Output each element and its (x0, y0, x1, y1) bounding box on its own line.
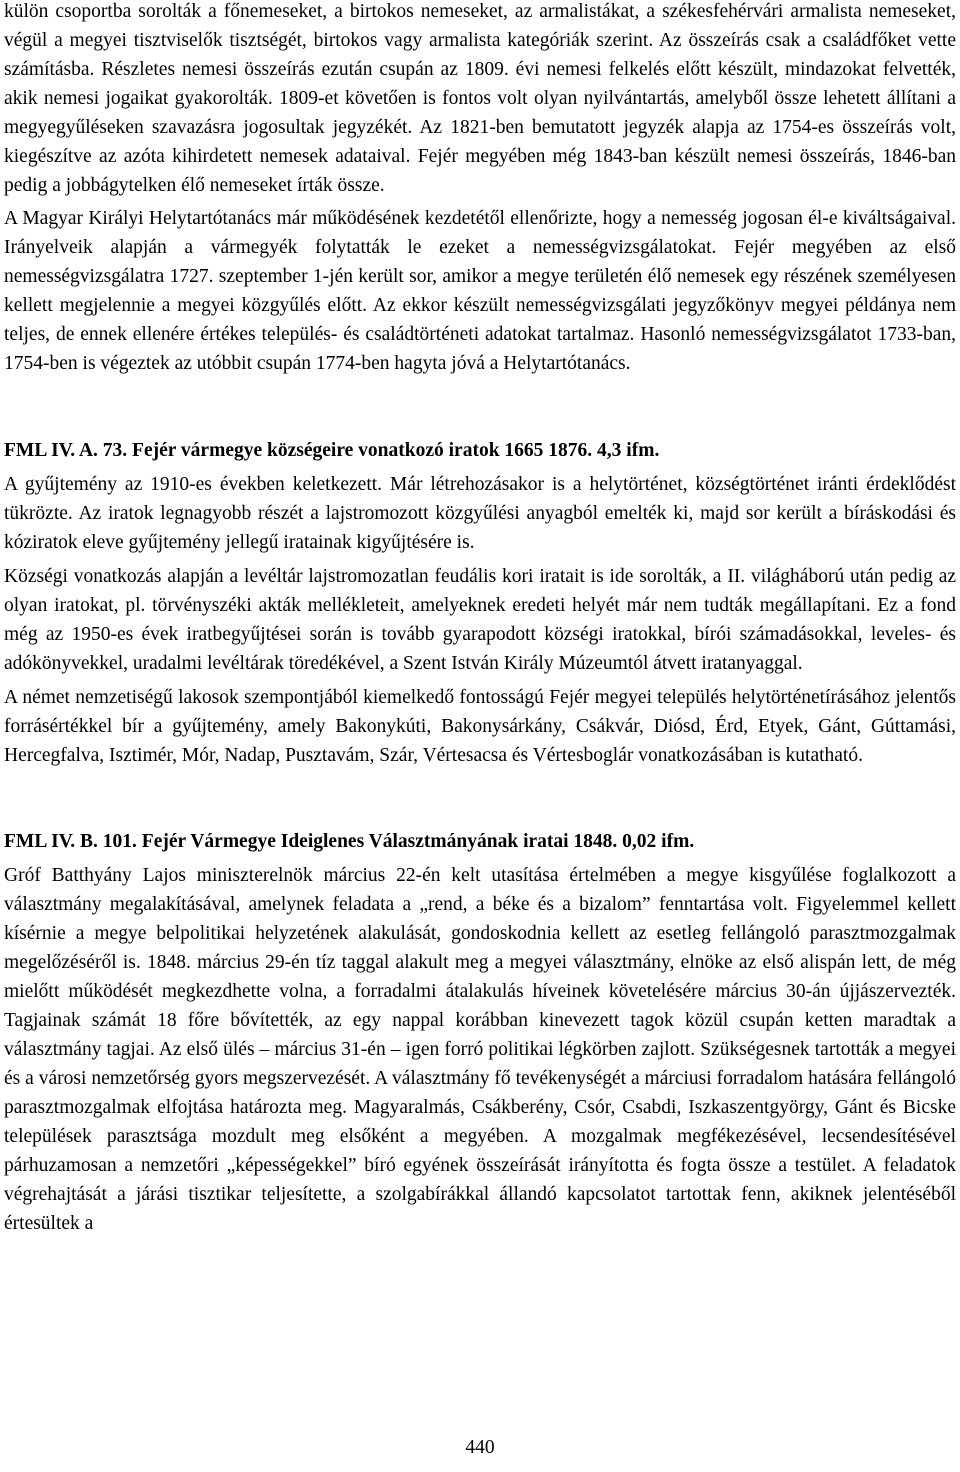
paragraph-noble-census: külön csoportba sorolták a főnemeseket, a birtokos nemeseket, az armalistákat, a székesfehérvári armalista nemeseket, végül a megyei tisztviselők tisztségét, birtokos vagy armalista kategóriák szerint. Az összeírás csak a családfőket vette számításba. Részletes nemesi összeírás ezután csupán az 1809. évi nemesi felkelés előtt készült, mindazokat felvették, akik nemesi jogaikat gyakorolták. 1809-et követően is fontos volt olyan nyilvántartás, amelyből össze lehetett állítani a megyegyűléseken szavazásra jogosultak jegyzékét. Az 1821-ben bemutatott jegyzék alapja az 1754-es összeírás volt, kiegészítve az azóta kihirdetett nemesek adataival. Fejér megyében még 1843-ban készült nemesi összeírás, 1846-ban pedig a jobbágytelken élő nemeseket írták össze. (4, 1, 956, 196)
paragraph-german-settlements: A német nemzetiségű lakosok szempontjából kiemelkedő fontosságú Fejér megyei település helytörténetírásához jelentős forrásértékkel bír a gyűjtemény, amely Bakonykúti, Bakonysárkány, Csákvár, Diósd, Érd, Etyek, Gánt, Gúttamási, Hercegfalva, Isztimér, Mór, Nadap, Pusztavám, Szár, Vértesacsa és Vértesboglár vonatkozásában is kutatható. (4, 687, 956, 766)
document-page (4, 0, 956, 1238)
paragraph-temporary-committee: Gróf Batthyány Lajos miniszterelnök március 22-én kelt utasítása értelmében a megye kisgyűlése foglalkozott a választmány megalakításával, amelynek feladata a „rend, a béke és a bizalom” fenntartása volt. Figyelemmel kellett kísérnie a megye belpolitikai helyzetének alakulását, gondoskodnia kellett az esetleg fellángoló parasztmozgalmak megelőzéséről is. 1848. március 29-én tíz taggal alakult meg a megyei választmány, elnöke az első alispán lett, de még mielőtt működését megkezdhette volna, a forradalmi átalakulás híveinek követelésére március 30-án újjászervezték. Tagjainak számát 18 főre bővítették, az egy nappal korábban kinevezett tagok közül csupán ketten maradtak a választmány tagjai. Az első ülés – március 31-én – igen forró politikai légkörben zajlott. Szükségesnek tartották a megyei és a városi nemzetőrség gyors megszervezését. A választmány fő tevékenységét a márciusi forradalom hatására fellángoló parasztmozgalmak elfojtása határozta meg. Magyaralmás, Csákberény, Csór, Csabdi, Iszkaszentgyörgy, Gánt és Bicske települések parasztsága mozdult meg elsőként a megyében. A mozgalmak megfékezésével, lecsendesítésével párhuzamosan a nemzetőri „képességekkel” bíró egyének összeírását irányította és fogta össze a testület. A feladatok végrehajtását a járási tisztikar teljesítette, a szolgabírákkal állandó kapcsolatot tartottak fenn, akiknek jelentéséből értesültek a (4, 865, 956, 1234)
page-number: 440 (465, 1437, 495, 1458)
paragraph-village-documents: Községi vonatkozás alapján a levéltár lajstromozatlan feudális kori iratait is ide sorolták, a II. világháború után pedig az olyan iratokat, pl. törvényszéki akták mellékleteit, amelyeknek eredeti helyét már nem tudták megállapítani. Ez a fond még az 1950-es évek iratbegyűjtései során is tovább gyarapodott községi iratokkal, bírói számadásokkal, leveles- és adókönyvekkel, uradalmi levéltárak töredékével, a Szent István Király Múzeumtól átvett iratanyaggal. (4, 566, 956, 674)
section-heading-fml-iv-b-101: FML IV. B. 101. Fejér Vármegye Ideiglenes Választmányának iratai 1848. 0,02 ifm. (4, 831, 695, 852)
section-heading-fml-iv-a-73: FML IV. A. 73. Fejér vármegye községeire vonatkozó iratok 1665 1876. 4,3 ifm. (4, 440, 660, 461)
paragraph-nobility-examination: A Magyar Királyi Helytartótanács már működésének kezdetétől ellenőrizte, hogy a nemesség jogosan él-e kiváltságaival. Irányelveik alapján a vármegyék folytatták le ezeket a nemességvizsgálatokat. Fejér megyében az első nemességvizsgálatra 1727. szeptember 1-jén került sor, amikor a megye területén élő nemesek egy részének személyesen kellett megjelennie a megyei közgyűlés előtt. Az ekkor készült nemességvizsgálati jegyzőkönyv megyei példánya nem teljes, de ennek ellenére értékes település- és családtörténeti adatokat tartalmaz. Hasonló nemességvizsgálatot 1733-ban, 1754-ben is végeztek az utóbbit csupán 1774-ben hagyta jóvá a Helytartótanács. (4, 208, 956, 374)
paragraph-collection-origin: A gyűjtemény az 1910-es években keletkezett. Már létrehozásakor is a helytörténet, községtörténet iránti érdeklődést tükrözte. Az iratok legnagyobb részét a lajstromozott közgyűlési anyagból emelték ki, majd sor került a bíráskodási és kóziratok eleve gyűjtemény jellegű iratainak kigyűjtésére is. (4, 474, 956, 553)
